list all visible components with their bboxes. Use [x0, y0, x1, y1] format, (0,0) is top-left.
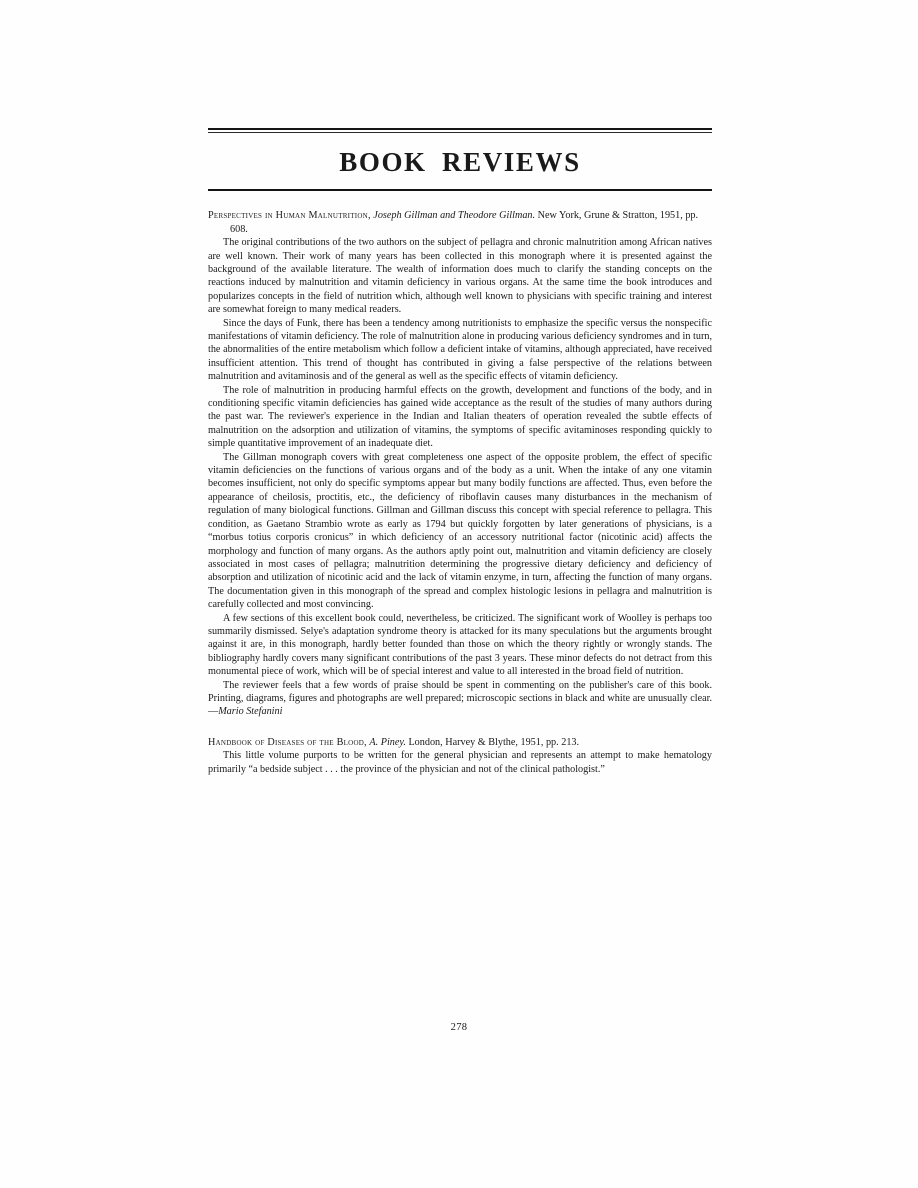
book-title: Handbook of Diseases of the Blood, — [208, 736, 367, 748]
book-citation — [208, 736, 712, 749]
masthead-bottom-rule — [208, 189, 712, 191]
book-imprint: New York, Grune & Stratton, 1951, pp. 608. — [230, 210, 699, 235]
book-imprint: London, Harvey & Blythe, 1951, pp. 213. — [408, 736, 580, 748]
review-paragraph: The original contributions of the two authors on the subject of pellagra and chronic malnutrition among African natives are well known. Their work of many years has been collected in this monograph where it is presented against the background of the available literature. The wealth of information does much to clarify the standing concepts on the reactions induced by malnutrition and vitamin deficiency in various organs. At the same time the book introduces and popularizes concepts in the field of nutrition which, although well known to physicians with specific training and interest are somewhat foreign to many medical readers. — [208, 237, 712, 316]
book-authors: A. Piney. — [369, 736, 406, 748]
review-entry — [208, 736, 712, 776]
review-entry — [208, 209, 712, 718]
review-paragraph: A few sections of this excellent book could, nevertheless, be criticized. The significant work of Woolley is perhaps too summarily dismissed. Selye's adaptation syndrome theory is attacked for its many speculations but the arguments brought against it are, in this monograph, hardly better founded than those on which the theory rightly or wrongly stands. The bibliography hardly covers many significant contributions of the past 3 years. These minor defects do not detract from this monumental piece of work, which will be of special interest and value to all interested in the broad field of nutrition. — [208, 612, 712, 678]
review-paragraph: The role of malnutrition in producing harmful effects on the growth, development and functions of the body, and in conditioning specific vitamin deficiencies has gained wide acceptance as the result of the studies of many authors during the past war. The reviewer's experience in the Indian and Italian theaters of operation revealed the subtle effects of malnutrition on the adsorption and utilization of vitamins, the symptoms of specific avitaminoses responding quickly to simple quantitative improvement of an inadequate diet. — [208, 384, 712, 450]
book-title: Perspectives in Human Malnutrition, — [208, 210, 371, 222]
review-paragraph: Since the days of Funk, there has been a tendency among nutritionists to emphasize the specific versus the nonspecific manifestations of vitamin deficiency. The role of malnutrition alone in producing various deficiency syndromes and in turn, the abnormalities of the entire metabolism which follow a deficient intake of vitamins, although appreciated, have received insufficient attention. This trend of thought has contributed in giving a false perspective of the relations between malnutrition and avitaminosis and of the general as well as the specific effects of vitamin deficiency. — [208, 317, 712, 383]
masthead-top-rule — [208, 128, 712, 133]
page-folio: 278 — [450, 1022, 468, 1033]
reviewer-signature: Mario Stefanini — [218, 706, 283, 718]
book-citation — [208, 209, 712, 236]
rule-thin — [208, 132, 712, 133]
page-title: BOOK REVIEWS — [339, 147, 581, 177]
text-column — [208, 128, 712, 776]
book-authors: Joseph Gillman and Theodore Gillman. — [373, 210, 536, 222]
review-closing-paragraph — [208, 679, 712, 719]
closing-text: The reviewer feels that a few words of praise should be spent in commenting on the publisher's care of this book. Printing, diagrams, figures and photographs are well prepared; microscopic sections in black and white are unusually clear.— — [208, 679, 712, 718]
review-paragraph: The Gillman monograph covers with great completeness one aspect of the opposite problem, the effect of specific vitamin deficiencies on the functions of various organs and of the body as a unit. When the intake of any one vitamin becomes insufficient, not only do specific symptoms appear but many bodily functions are affected. Thus, even before the appearance of cheilosis, proctitis, etc., the deficiency of riboflavin causes many disturbances in the mechanism of regulation of many biological functions. Gillman and Gillman discuss this concept with special reference to pellagra. This condition, as Gaetano Strambio wrote as early as 1794 but quickly forgotten by later generations of physicians, is a “morbus totius corporis cronicus” in which deficiency of an accessory nutritional factor (nicotinic acid) affects the morphology and function of many organs. As the authors aptly point out, malnutrition and vitamin deficiency are closely associated in most cases of pellagra; malnutrition determining the progressive dietary deficiency and deficiency of absorption and utilization of nicotinic acid and the lack of vitamin enzyme, in turn, affecting the function of many organs. The documentation given in this monograph of the spread and complex histologic lesions in pellagra and malnutrition is carefully collected and most convincing. — [208, 451, 712, 611]
review-paragraph: This little volume purports to be written for the general physician and represents an attempt to make hematology primarily “a bedside subject . . . the province of the physician and not of the clinical pathologist.” — [208, 750, 712, 775]
